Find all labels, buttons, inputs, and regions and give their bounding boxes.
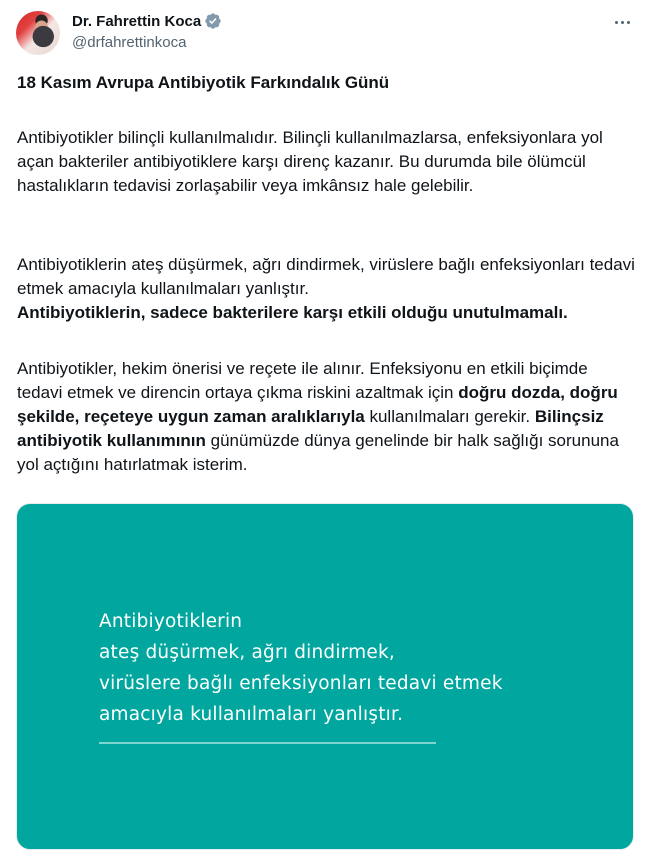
tweet-media-image[interactable] [16, 503, 634, 850]
media-underline-divider [99, 742, 436, 744]
tweet-paragraph-3 [17, 357, 637, 477]
paragraph-2-bold: Antibiyotiklerin, sadece bakterilere karşı etkili olduğu unutulmamalı. [17, 303, 568, 322]
media-caption [99, 606, 579, 730]
author-display-name[interactable]: Dr. Fahrettin Koca [72, 12, 202, 30]
media-line: virüslere bağlı enfeksiyonları tedavi etmek [99, 673, 503, 694]
more-dot [621, 21, 624, 24]
tweet-header [0, 0, 650, 64]
verified-badge-icon [204, 12, 222, 30]
author-name-row [72, 12, 222, 30]
media-line: amacıyla kullanılmaları yanlıştır. [99, 704, 404, 725]
more-dot [627, 21, 630, 24]
more-horizontal-icon [615, 21, 618, 24]
paragraph-3-text-c: kullanılmaları gerekir. [364, 407, 535, 426]
tweet-paragraph-2 [17, 253, 637, 325]
media-line: ateş düşürmek, ağrı dindirmek, [99, 642, 395, 663]
media-line: Antibiyotiklerin [99, 611, 243, 632]
paragraph-3-text-e: günümüzde dünya genelinde bir halk sağlığı sorununa yol açtığını hatırlatmak isterim. [17, 431, 619, 474]
paragraph-2-text: Antibiyotiklerin ateş düşürmek, ağrı dindirmek, virüslere bağlı enfeksiyonları tedavi etmek amacıyla kullanılmaları yanlıştır. [17, 255, 635, 298]
tweet-title: 18 Kasım Avrupa Antibiyotik Farkındalık Günü [17, 73, 390, 92]
paragraph-3-bold-d: Bilinçsiz antibiyotik kullanımının [17, 407, 604, 450]
paragraph-3-bold-b: doğru dozda, doğru şekilde, reçeteye uygun zaman aralıklarıyla [17, 383, 618, 426]
avatar[interactable] [16, 11, 60, 55]
author-handle[interactable]: @drfahrettinkoca [72, 34, 187, 51]
more-options-button[interactable] [610, 12, 634, 32]
tweet-paragraph-1: Antibiyotikler bilinçli kullanılmalıdır. Bilinçli kullanılmazlarsa, enfeksiyonlara yol açan bakteriler antibiyotiklere karşı direnç kazanır. Bu durumda bile ölümcül hastalıkların tedavisi zorlaşabilir veya imkânsız hale gelebilir. [17, 128, 603, 195]
paragraph-3-text-a: Antibiyotikler, hekim önerisi ve reçete ile alınır. Enfeksiyonu en etkili biçimde tedavi etmek ve direncin ortaya çıkma riskini azaltmak için [17, 359, 588, 402]
